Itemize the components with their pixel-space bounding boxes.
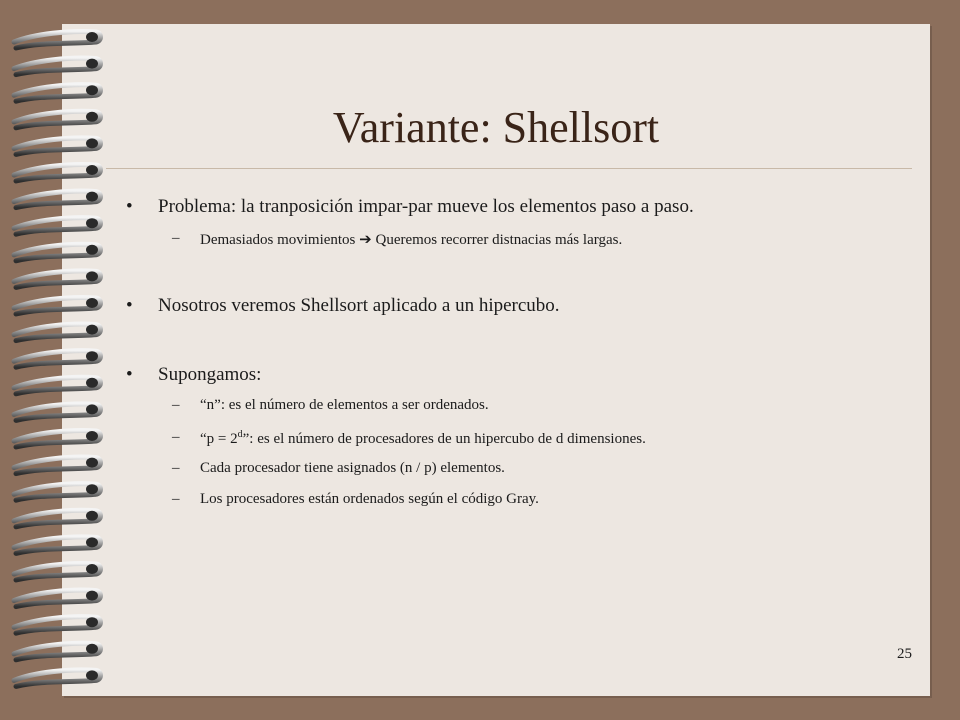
binding-hole xyxy=(86,564,98,574)
sub-bullet-p xyxy=(200,429,646,448)
binding-hole xyxy=(86,59,98,69)
sub-bullet-movimientos-left: Demasiados movimientos xyxy=(200,232,356,248)
binding-hole xyxy=(86,591,98,601)
binding-hole xyxy=(86,378,98,388)
binding-hole xyxy=(86,165,98,175)
sub-bullet-p-post: ”: es el número de procesadores de un hipercubo de d dimensiones. xyxy=(242,431,646,447)
binding-hole xyxy=(86,404,98,414)
bullet-marker: • xyxy=(126,295,133,316)
sub-bullet-movimientos xyxy=(200,230,622,249)
binding-hole xyxy=(86,298,98,308)
binding-hole xyxy=(86,484,98,494)
dash-marker: – xyxy=(172,429,180,445)
sub-bullet-n: “n”: es el número de elementos a ser ordenados. xyxy=(200,397,489,413)
binding-hole xyxy=(86,192,98,202)
binding-hole xyxy=(86,670,98,680)
bullet-problema: Problema: la tranposición impar-par mueve los elementos paso a paso. xyxy=(158,196,694,217)
page-number: 25 xyxy=(897,646,912,662)
dash-marker: – xyxy=(172,460,180,476)
bullet-marker: • xyxy=(126,196,133,217)
binding-hole xyxy=(86,218,98,228)
binding-hole xyxy=(86,138,98,148)
binding-hole xyxy=(86,85,98,95)
bullet-marker: • xyxy=(126,364,133,385)
binding-hole xyxy=(86,32,98,42)
slide-title: Variante: Shellsort xyxy=(332,103,660,152)
spiral-binding-icon xyxy=(0,0,120,720)
slide-content xyxy=(62,24,930,696)
sub-bullet-movimientos-right: Queremos recorrer distnacias más largas. xyxy=(375,232,623,248)
binding-hole xyxy=(86,617,98,627)
dash-marker: – xyxy=(172,230,180,246)
binding-hole xyxy=(86,644,98,654)
binding-hole xyxy=(86,271,98,281)
bullet-nosotros: Nosotros veremos Shellsort aplicado a un hipercubo. xyxy=(158,295,560,316)
binding-hole xyxy=(86,511,98,521)
binding-hole xyxy=(86,431,98,441)
dash-marker: – xyxy=(172,397,180,413)
sub-bullet-p-pre: “p = 2 xyxy=(200,431,238,447)
bullet-supongamos: Supongamos: xyxy=(158,364,262,385)
binding-hole xyxy=(86,458,98,468)
dash-marker: – xyxy=(172,491,180,507)
binding-hole xyxy=(86,537,98,547)
sub-bullet-cada: Cada procesador tiene asignados (n / p) elementos. xyxy=(200,460,505,476)
slide-page xyxy=(62,24,930,696)
sub-bullet-gray: Los procesadores están ordenados según el código Gray. xyxy=(200,491,539,507)
binding-hole xyxy=(86,112,98,122)
sub-bullet-p-sup: d xyxy=(237,429,243,440)
binding-hole xyxy=(86,351,98,361)
binding-hole xyxy=(86,325,98,335)
binding-hole xyxy=(86,245,98,255)
arrow-right-icon: ➔ xyxy=(359,230,372,248)
